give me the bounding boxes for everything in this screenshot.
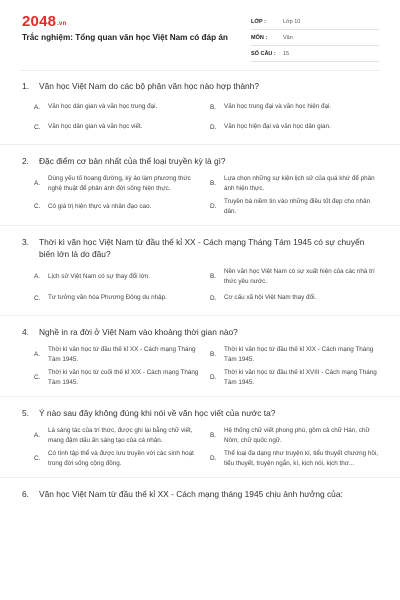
answer-letter: C. — [34, 294, 41, 302]
answer-option[interactable] — [34, 119, 206, 135]
answer-text: Thể loại đa dạng như truyện kí, tiểu thuyết chương hồi, tiểu thuyết, truyện ngắn, kí, kịch nói, kịch thơ... — [224, 450, 378, 467]
answer-text: Có tính tập thể và được lưu truyền với các sinh hoạt trong đời sống cộng đồng. — [48, 450, 194, 467]
site-logo[interactable] — [22, 13, 66, 30]
logo-text: 2048 — [22, 13, 57, 30]
question-header — [22, 234, 378, 260]
answer-letter: D. — [210, 203, 217, 210]
answer-option[interactable] — [34, 197, 206, 216]
meta-row-count — [251, 46, 379, 62]
answer-letter: D. — [210, 455, 217, 462]
answer-letter: D. — [210, 374, 217, 381]
question-header — [22, 153, 378, 167]
answer-option[interactable] — [210, 99, 382, 115]
answer-text: Truyền bá niềm tin vào những điều tốt đẹp cho nhân dân. — [224, 198, 371, 215]
answer-option[interactable] — [34, 290, 206, 306]
question-text: Văn học Việt Nam từ đầu thế kỉ XX - Cách mạng tháng 1945 chịu ảnh hưởng của: — [39, 489, 343, 499]
question-header — [22, 405, 378, 419]
answer-options — [22, 419, 378, 477]
logo-tld: .vn — [57, 21, 67, 27]
question-number: 1. — [22, 81, 29, 91]
answer-text: Lịch sử Việt Nam có sự thay đổi lớn. — [48, 272, 151, 280]
question-text: Đặc điểm cơ bản nhất của thể loại truyền kỳ là gì? — [39, 156, 226, 166]
answer-letter: A. — [34, 351, 41, 358]
answer-letter: B. — [210, 180, 217, 187]
answer-letter: C. — [34, 123, 41, 131]
answer-text: Thời kì văn học từ cuối thế kỉ XIX - Cách mạng Tháng Tám 1945. — [48, 369, 199, 386]
question-text: Ý nào sau đây không đúng khi nói về văn học viết của nước ta? — [39, 408, 276, 418]
page-title: Trắc nghiệm: Tổng quan văn học Việt Nam có đáp án — [22, 33, 228, 42]
answer-letter: B. — [210, 351, 217, 358]
header-divider — [20, 70, 380, 71]
answer-letter: C. — [34, 455, 41, 462]
question-number: 4. — [22, 327, 29, 337]
question-header — [22, 324, 378, 338]
answer-text: Văn học hiện đại và văn học dân gian. — [224, 123, 331, 131]
answer-option[interactable] — [34, 267, 206, 286]
answer-option[interactable] — [34, 345, 206, 364]
meta-row-class — [251, 14, 379, 30]
answer-text: Văn học trung đại và văn học hiện đại. — [224, 103, 332, 111]
answer-letter: A. — [34, 432, 41, 439]
meta-label: SỐ CÂU : — [251, 50, 276, 57]
answer-letter: A. — [34, 273, 41, 280]
answer-option[interactable] — [210, 119, 382, 135]
answer-option[interactable] — [210, 449, 382, 468]
meta-row-subject — [251, 30, 379, 46]
question-header — [22, 486, 378, 500]
answer-options — [22, 338, 378, 396]
answer-letter: B. — [210, 103, 217, 111]
quiz-meta-table — [251, 14, 379, 62]
answer-letter: A. — [34, 180, 41, 187]
question-list — [0, 78, 400, 508]
question-item — [0, 324, 400, 397]
answer-options — [22, 167, 378, 225]
meta-label: LỚP : — [251, 18, 266, 25]
answer-letter: B. — [210, 273, 217, 280]
answer-text: Lựa chọn những sự kiện lịch sử của quá khứ để phản ánh hiện thực. — [224, 175, 375, 192]
answer-letter: A. — [34, 103, 41, 111]
answer-options — [22, 260, 378, 315]
answer-option[interactable] — [210, 290, 382, 306]
answer-options — [22, 92, 378, 144]
answer-text: Văn học dân gian và văn học viết. — [48, 123, 143, 131]
answer-option[interactable] — [34, 449, 206, 468]
answer-option[interactable] — [34, 426, 206, 445]
answer-text: Thời kì văn học từ đầu thế kỉ XVIII - Cách mạng Tháng Tám 1945. — [224, 369, 377, 386]
question-item — [0, 234, 400, 316]
question-number: 5. — [22, 408, 29, 418]
meta-value: Văn — [283, 34, 293, 41]
answer-text: Tư tưởng văn hóa Phương Đông du nhập. — [48, 294, 167, 302]
answer-text: Văn học dân gian và văn học trung đại. — [48, 103, 158, 111]
question-header — [22, 78, 378, 92]
answer-text: Là sáng tác của trí thức, được ghi lại bằng chữ viết, mang đậm dấu ấn sáng tạo của cá nhân. — [48, 427, 193, 444]
meta-label: MÔN : — [251, 34, 268, 41]
answer-letter: C. — [34, 374, 41, 381]
question-number: 3. — [22, 237, 29, 247]
question-text: Thời kì văn học Việt Nam từ đầu thế kỉ XX - Cách mạng Tháng Tám 1945 có sự chuyển biến lớn là do đâu? — [39, 237, 365, 259]
answer-option[interactable] — [34, 99, 206, 115]
question-number: 2. — [22, 156, 29, 166]
answer-text: Dùng yếu tố hoang đường, kỳ ảo làm phương thức nghệ thuật để phản ánh đời sống hiện thực. — [48, 175, 191, 192]
answer-letter: C. — [34, 203, 41, 210]
answer-option[interactable] — [210, 426, 382, 445]
answer-option[interactable] — [210, 368, 382, 387]
question-item — [0, 405, 400, 478]
answer-option[interactable] — [210, 267, 382, 286]
question-item — [0, 78, 400, 145]
answer-option[interactable] — [34, 174, 206, 193]
answer-letter: B. — [210, 432, 217, 439]
question-text: Nghề in ra đời ở Việt Nam vào khoảng thời gian nào? — [39, 327, 238, 337]
question-item — [0, 153, 400, 226]
answer-text: Hệ thống chữ viết phong phú, gồm cả chữ Hán, chữ Nôm, chữ quốc ngữ. — [224, 427, 370, 444]
answer-option[interactable] — [210, 345, 382, 364]
answer-option[interactable] — [34, 368, 206, 387]
answer-letter: D. — [210, 294, 217, 302]
question-number: 6. — [22, 489, 29, 499]
answer-letter: D. — [210, 123, 217, 131]
question-item — [0, 486, 400, 500]
answer-option[interactable] — [210, 174, 382, 193]
meta-value: Lớp 10 — [283, 18, 301, 25]
answer-text: Thời kì văn học từ đầu thế kỉ XIX - Cách mạng Tháng Tám 1945. — [224, 346, 374, 363]
answer-text: Có giá trị hiện thực và nhân đạo cao. — [48, 202, 152, 210]
question-text: Văn học Việt Nam do các bộ phận văn học nào hợp thành? — [39, 81, 259, 91]
answer-text: Nền văn học Việt Nam có sự xuất hiện của các nhà trí thức yêu nước. — [224, 268, 375, 285]
answer-option[interactable] — [210, 197, 382, 216]
answer-text: Cơ cấu xã hội Việt Nam thay đổi. — [224, 294, 317, 302]
header — [0, 0, 400, 66]
answer-text: Thời kì văn học từ đầu thế kỉ XX - Cách mạng Tháng Tám 1945. — [48, 346, 196, 363]
meta-value: 15 — [283, 50, 290, 57]
